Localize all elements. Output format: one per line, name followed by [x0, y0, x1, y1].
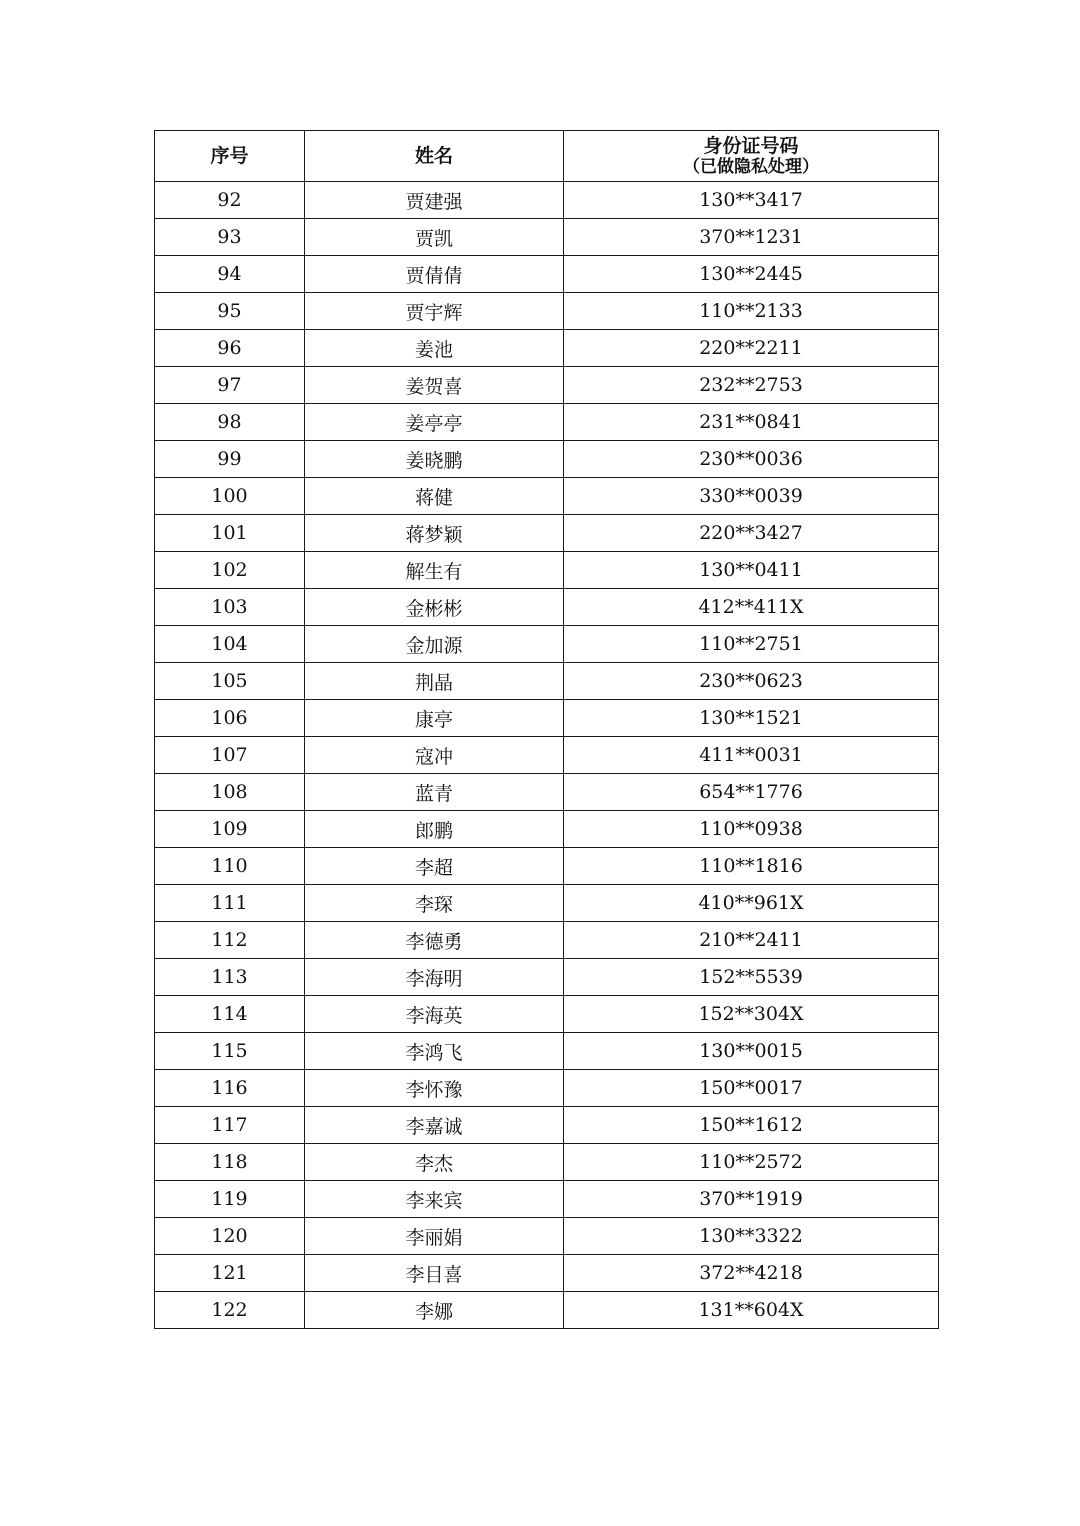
cell-seq: 122	[155, 1292, 305, 1329]
cell-seq: 103	[155, 589, 305, 626]
cell-name: 李杰	[305, 1144, 564, 1181]
cell-seq: 96	[155, 330, 305, 367]
cell-seq: 114	[155, 996, 305, 1033]
cell-id: 130**1521	[564, 700, 939, 737]
table-row	[155, 1292, 939, 1329]
cell-name: 李嘉诚	[305, 1107, 564, 1144]
header-name: 姓名	[305, 131, 564, 182]
cell-id: 232**2753	[564, 367, 939, 404]
table-row	[155, 589, 939, 626]
cell-id: 231**0841	[564, 404, 939, 441]
cell-seq: 108	[155, 774, 305, 811]
cell-id: 210**2411	[564, 922, 939, 959]
cell-seq: 95	[155, 293, 305, 330]
cell-id: 654**1776	[564, 774, 939, 811]
cell-id: 130**3417	[564, 182, 939, 219]
table-row	[155, 404, 939, 441]
cell-seq: 97	[155, 367, 305, 404]
cell-seq: 110	[155, 848, 305, 885]
cell-seq: 117	[155, 1107, 305, 1144]
cell-name: 郎鹏	[305, 811, 564, 848]
table-row	[155, 367, 939, 404]
cell-seq: 99	[155, 441, 305, 478]
cell-seq: 112	[155, 922, 305, 959]
table-row	[155, 885, 939, 922]
header-id-sub: （已做隐私处理）	[683, 157, 819, 177]
cell-id: 220**2211	[564, 330, 939, 367]
table-row	[155, 922, 939, 959]
table-row	[155, 478, 939, 515]
table-row	[155, 330, 939, 367]
header-seq: 序号	[155, 131, 305, 182]
table-row	[155, 700, 939, 737]
cell-name: 蓝青	[305, 774, 564, 811]
table-row	[155, 552, 939, 589]
cell-id: 110**2133	[564, 293, 939, 330]
cell-id: 110**2572	[564, 1144, 939, 1181]
cell-name: 姜晓鹏	[305, 441, 564, 478]
cell-seq: 107	[155, 737, 305, 774]
table-row	[155, 959, 939, 996]
cell-name: 李鸿飞	[305, 1033, 564, 1070]
cell-name: 李海英	[305, 996, 564, 1033]
cell-name: 李海明	[305, 959, 564, 996]
cell-name: 康亭	[305, 700, 564, 737]
cell-id: 110**0938	[564, 811, 939, 848]
cell-seq: 120	[155, 1218, 305, 1255]
cell-name: 姜亭亭	[305, 404, 564, 441]
cell-id: 230**0036	[564, 441, 939, 478]
cell-seq: 118	[155, 1144, 305, 1181]
cell-id: 110**2751	[564, 626, 939, 663]
cell-seq: 105	[155, 663, 305, 700]
table-row	[155, 1181, 939, 1218]
cell-seq: 100	[155, 478, 305, 515]
cell-id: 130**0015	[564, 1033, 939, 1070]
cell-id: 130**0411	[564, 552, 939, 589]
header-id-main: 身份证号码	[703, 135, 799, 157]
table-body	[155, 182, 939, 1329]
table-row	[155, 811, 939, 848]
cell-name: 荆晶	[305, 663, 564, 700]
table-row	[155, 737, 939, 774]
cell-seq: 102	[155, 552, 305, 589]
cell-id: 220**3427	[564, 515, 939, 552]
cell-name: 贾建强	[305, 182, 564, 219]
cell-seq: 113	[155, 959, 305, 996]
cell-name: 蒋梦颖	[305, 515, 564, 552]
cell-id: 152**5539	[564, 959, 939, 996]
table-row	[155, 996, 939, 1033]
cell-name: 贾倩倩	[305, 256, 564, 293]
cell-name: 李丽娟	[305, 1218, 564, 1255]
cell-seq: 111	[155, 885, 305, 922]
cell-id: 411**0031	[564, 737, 939, 774]
table-row	[155, 515, 939, 552]
table-row	[155, 626, 939, 663]
cell-seq: 104	[155, 626, 305, 663]
cell-id: 150**0017	[564, 1070, 939, 1107]
cell-name: 李怀豫	[305, 1070, 564, 1107]
cell-seq: 93	[155, 219, 305, 256]
cell-name: 李超	[305, 848, 564, 885]
cell-id: 230**0623	[564, 663, 939, 700]
cell-seq: 119	[155, 1181, 305, 1218]
cell-seq: 121	[155, 1255, 305, 1292]
cell-id: 150**1612	[564, 1107, 939, 1144]
cell-id: 410**961X	[564, 885, 939, 922]
cell-seq: 109	[155, 811, 305, 848]
cell-name: 李目喜	[305, 1255, 564, 1292]
cell-name: 姜池	[305, 330, 564, 367]
roster-table	[154, 130, 939, 1329]
table-row	[155, 1255, 939, 1292]
cell-name: 李琛	[305, 885, 564, 922]
cell-seq: 116	[155, 1070, 305, 1107]
cell-name: 寇冲	[305, 737, 564, 774]
cell-id: 152**304X	[564, 996, 939, 1033]
cell-seq: 106	[155, 700, 305, 737]
table-row	[155, 293, 939, 330]
cell-seq: 98	[155, 404, 305, 441]
table-row	[155, 774, 939, 811]
table-row	[155, 1218, 939, 1255]
table-row	[155, 441, 939, 478]
cell-id: 131**604X	[564, 1292, 939, 1329]
header-id	[564, 131, 939, 182]
table-row	[155, 1107, 939, 1144]
cell-name: 金彬彬	[305, 589, 564, 626]
cell-id: 370**1919	[564, 1181, 939, 1218]
cell-id: 330**0039	[564, 478, 939, 515]
cell-name: 李来宾	[305, 1181, 564, 1218]
cell-name: 金加源	[305, 626, 564, 663]
header-row	[155, 131, 939, 182]
cell-seq: 92	[155, 182, 305, 219]
cell-seq: 101	[155, 515, 305, 552]
table-row	[155, 256, 939, 293]
table-header	[155, 131, 939, 182]
cell-id: 412**411X	[564, 589, 939, 626]
table-row	[155, 1144, 939, 1181]
cell-id: 130**2445	[564, 256, 939, 293]
cell-id: 372**4218	[564, 1255, 939, 1292]
cell-id: 130**3322	[564, 1218, 939, 1255]
cell-name: 李娜	[305, 1292, 564, 1329]
cell-seq: 115	[155, 1033, 305, 1070]
cell-id: 110**1816	[564, 848, 939, 885]
cell-name: 李德勇	[305, 922, 564, 959]
table-row	[155, 848, 939, 885]
table-row	[155, 1070, 939, 1107]
cell-name: 贾凯	[305, 219, 564, 256]
cell-name: 蒋健	[305, 478, 564, 515]
table-row	[155, 1033, 939, 1070]
cell-name: 贾宇辉	[305, 293, 564, 330]
cell-name: 解生有	[305, 552, 564, 589]
table-row	[155, 219, 939, 256]
cell-name: 姜贺喜	[305, 367, 564, 404]
cell-seq: 94	[155, 256, 305, 293]
cell-id: 370**1231	[564, 219, 939, 256]
table-row	[155, 663, 939, 700]
table-row	[155, 182, 939, 219]
